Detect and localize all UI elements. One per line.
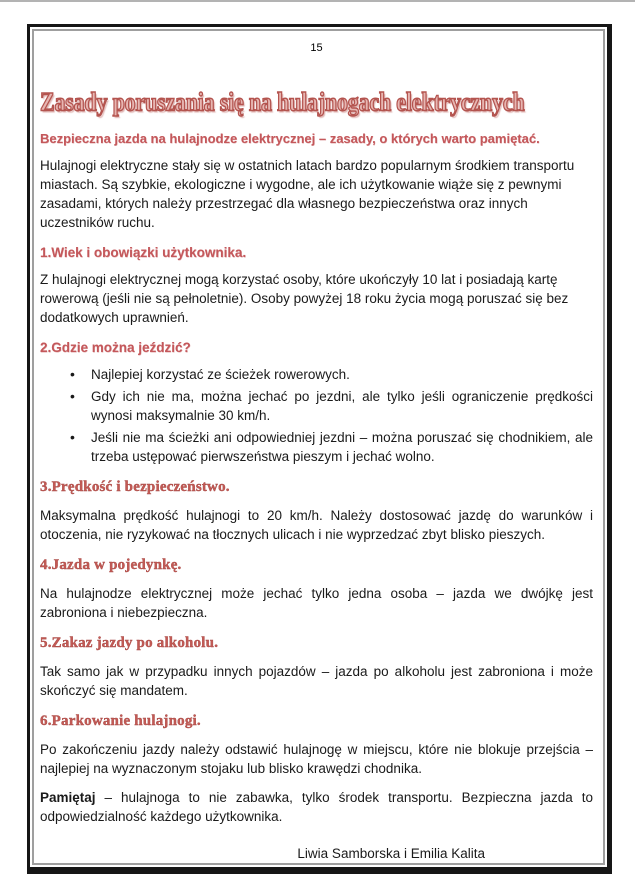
section-1-heading: 1.Wiek i obowiązki użytkownika. [40,245,247,260]
section-4-heading: 4.Jazda w pojedynkę. [40,557,182,573]
authors-signature: Liwia Samborska i Emilia Kalita [297,846,485,861]
section-2-heading: 2.Gdzie można jeździć? [40,340,191,355]
section-3-paragraph: Maksymalna prędkość hulajnogi to 20 km/h. Należy dostosować jazdę do warunków i otoczenia, nie ryzykować na tłocznych ulicach i nie wyprzedzać zbyt blisko pieszych. [40,508,593,542]
section-1-paragraph: Z hulajnogi elektrycznej mogą korzystać osoby, które ukończyły 10 lat i posiadają kartę rowerową (jeśli nie są pełnoletnie). Osoby powyżej 18 roku życia mogą poruszać się bez dodatkowych uprawnień. [40,272,569,325]
section-5-paragraph: Tak samo jak w przypadku innych pojazdów – jazda po alkoholu jest zabroniona i może skończyć się mandatem. [40,664,593,698]
page-content [30,27,607,867]
bullet-item: • Jeśli nie ma ścieżki ani odpowiedniej jezdni – można poruszać się chodnikiem, ale trzeba ustępować pierwszeństwa pieszym i jechać wolno. [40,428,593,466]
intro-paragraph: Hulajnogi elektryczne stały się w ostatnich latach bardzo popularnym środkiem transportu miastach. Są szybkie, ekologiczne i wygodne, ale ich użytkowanie wiąże się z pewnymi zasadami, których należy przestrzegać dla własnego bezpieczeństwa oraz innych uczestników ruchu. [40,158,575,230]
bullet-item: • Najlepiej korzystać ze ścieżek rowerowych. [40,365,593,384]
bullet-item: • Gdy ich nie ma, można jechać po jezdni, ale tylko jeśli ograniczenie prędkości wynosi maksymalnie 30 km/h. [40,387,593,425]
top-edge-line [0,0,635,2]
section-5-heading: 5.Zakaz jazdy po alkoholu. [40,635,219,651]
section-4-paragraph: Na hulajnodze elektrycznej może jechać tylko jedna osoba – jazda we dwójkę jest zabroniona i niebezpieczna. [40,586,593,620]
page-frame [27,24,612,874]
document-title: Zasady poruszania się na hulajnogach elektrycznych [40,86,525,117]
section-6-heading: 6.Parkowanie hulajnogi. [40,713,201,729]
page-number: 15 [310,42,323,54]
section-3-heading: 3.Prędkość i bezpieczeństwo. [40,479,230,495]
reminder-text: – hulajnoga to nie zabawka, tylko środek transportu. Bezpieczna jazda to odpowiedzialność każdego użytkownika. [40,790,593,824]
document-subtitle: Bezpieczna jazda na hulajnodze elektrycznej – zasady, o których warto pamiętać. [40,131,540,146]
section-2-bullet-list [40,365,593,466]
reminder-lead: Pamiętaj [40,790,96,805]
reminder-paragraph [40,788,593,826]
section-6-paragraph: Po zakończeniu jazdy należy odstawić hulajnogę w miejscu, które nie blokuje przejścia – najlepiej na wyznaczonym stojaku lub blisko krawędzi chodnika. [40,742,593,776]
